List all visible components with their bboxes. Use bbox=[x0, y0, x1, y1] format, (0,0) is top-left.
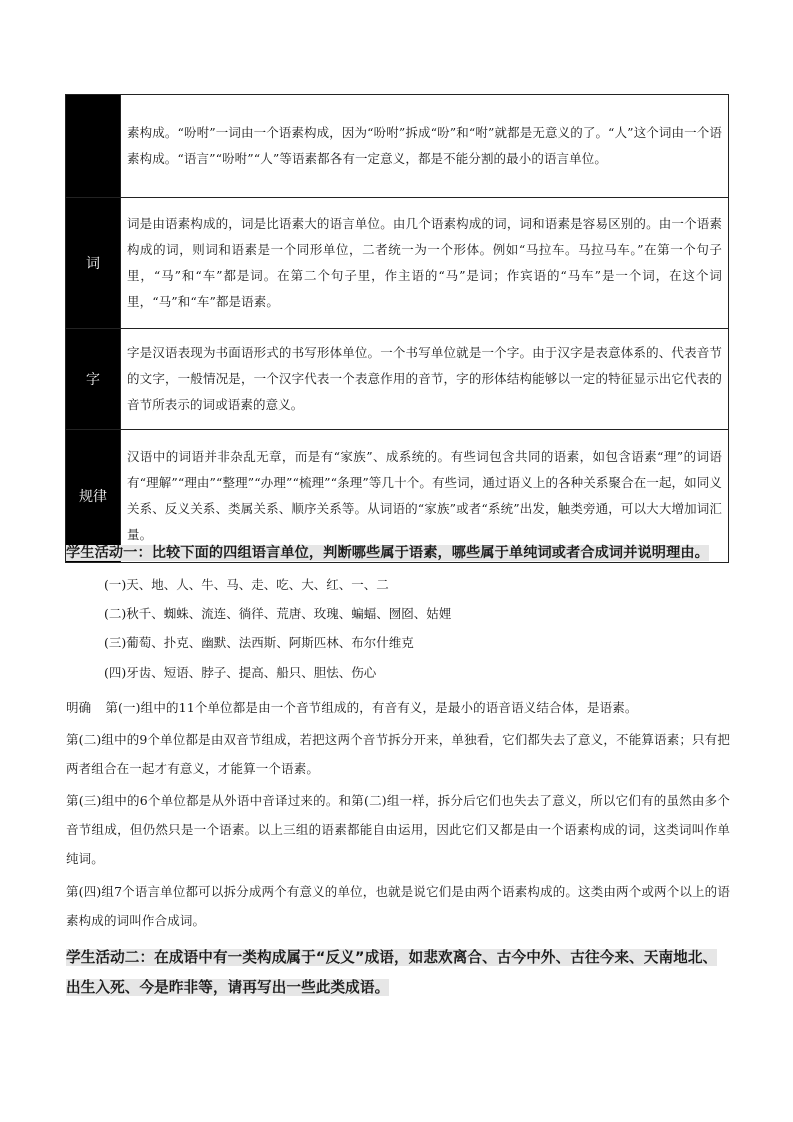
terms-table bbox=[65, 94, 729, 563]
answer-text: 第(一)组中的11个单位都是由一个音节组成的，有音有义，是最小的语音语义结合体，是语素。 bbox=[105, 700, 638, 715]
description-cell: 字是汉语表现为书面语形式的书写形体单位。一个书写单位就是一个字。由于汉字是表意体系的、代表音节的文字，一般情况是，一个汉字代表一个表意作用的音节，字的形体结构能够以一定的特征显示出它代表的音节所表示的词或语素的意义。 bbox=[121, 329, 729, 430]
answer-paragraph-2: 第(二)组中的9个单位都是由双音节组成，若把这两个音节拆分开来，单独看，它们都失去了意义，不能算语素；只有把两者组合在一起才有意义，才能算一个语素。 bbox=[66, 732, 730, 776]
term-cell: 规律 bbox=[66, 430, 121, 563]
term-cell: 词 bbox=[66, 198, 121, 329]
term-cell: 字 bbox=[66, 329, 121, 430]
activity-one-heading bbox=[66, 539, 730, 567]
answer-paragraph-3: 第(三)组中的6个单位都是从外语中音译过来的。和第(二)组一样，拆分后它们也失去了意义，所以它们有的虽然由多个音节组成，但仍然只是一个语素。以上三组的语素都能自由运用，因此它们又都是由一个语素构成的词，这类词叫作单纯词。 bbox=[66, 793, 730, 866]
activity-one-title: 学生活动一：比较下面的四组语言单位，判断哪些属于语素，哪些属于单纯词或者合成词并说明理由。 bbox=[66, 545, 709, 561]
word-group-4: (四)牙齿、短语、脖子、提高、船只、胆怯、伤心 bbox=[104, 665, 377, 680]
activity-two-heading bbox=[66, 943, 730, 1003]
answer-label: 明确 bbox=[66, 700, 92, 715]
answer-paragraph-4: 第(四)组7个语言单位都可以拆分成两个有意义的单位，也就是说它们是由两个语素构成的。这类由两个或两个以上的语素构成的词叫作合成词。 bbox=[66, 884, 730, 928]
table-row bbox=[66, 95, 729, 198]
answer-paragraph-1 bbox=[66, 693, 730, 722]
activity-two-title: 学生活动二：在成语中有一类构成属于“反义”成语，如悲欢离合、古今中外、古往今来、天南地北、出生入死、今是昨非等，请再写出一些此类成语。 bbox=[66, 949, 718, 996]
table-row bbox=[66, 329, 729, 430]
table-row bbox=[66, 198, 729, 329]
word-group-3: (三)葡萄、扑克、幽默、法西斯、阿斯匹林、布尔什维克 bbox=[104, 635, 414, 650]
description-cell: 词是由语素构成的，词是比语素大的语言单位。由几个语素构成的词，词和语素是容易区别的。由一个语素构成的词，则词和语素是一个同形单位，二者统一为一个形体。例如“马拉车。马拉马车。”在第一个句子里，“马”和“车”都是词。在第二个句子里，作主语的“马”是词；作宾语的“马车”是一个词，在这个词里，“马”和“车”都是语素。 bbox=[121, 198, 729, 329]
term-cell bbox=[66, 95, 121, 198]
description-cell: 汉语中的词语并非杂乱无章，而是有“家族”、成系统的。有些词包含共同的语素，如包含语素“理”的词语有“理解”“理由”“整理”“办理”“梳理”“条理”等几十个。有些词，通过语义上的各种关系聚合在一起，如同义关系、反义关系、类属关系、顺序关系等。从词语的“家族”或者“系统”出发，触类旁通，可以大大增加词汇量。 bbox=[121, 430, 729, 563]
word-group-2: (二)秋千、蜘蛛、流连、徜徉、荒唐、玫瑰、蝙蝠、囫囵、姑娌 bbox=[104, 606, 452, 621]
word-group-1: (一)天、地、人、牛、马、走、吃、大、红、一、二 bbox=[104, 577, 389, 592]
description-cell: 素构成。“吩咐”一词由一个语素构成，因为“吩咐”拆成“吩”和“咐”就都是无意义的了。“人”这个词由一个语素构成。“语言”“吩咐”“人”等语素都各有一定意义，都是不能分割的最小的语言单位。 bbox=[121, 95, 729, 198]
